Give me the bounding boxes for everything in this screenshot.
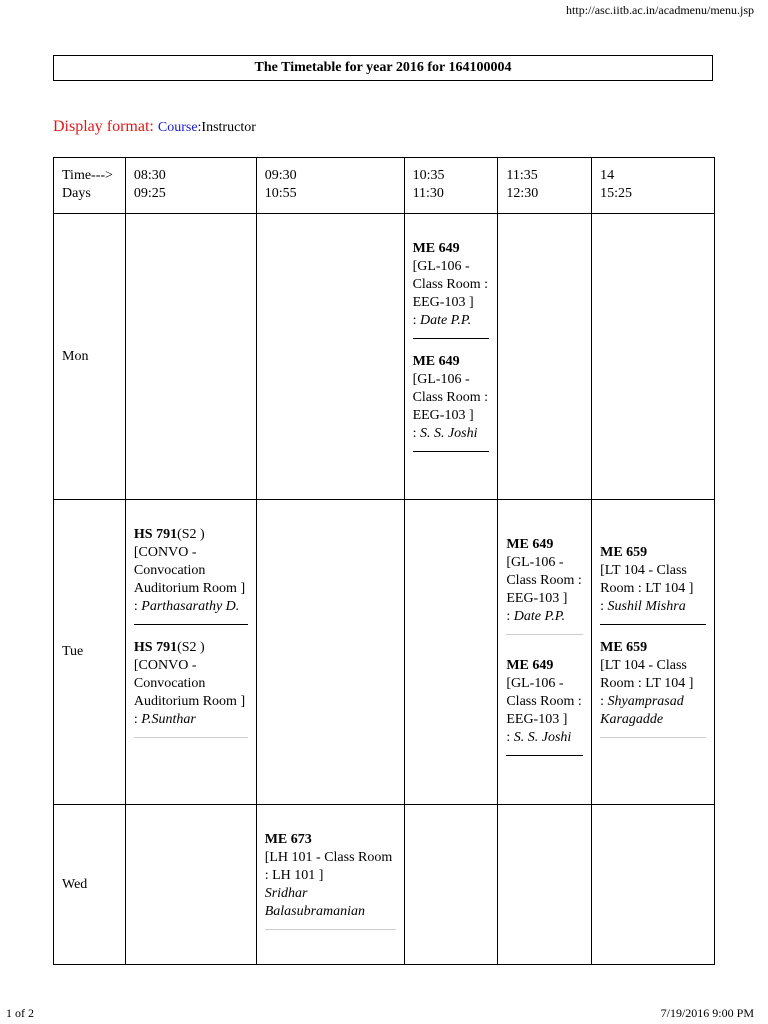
course-entry: ME 659 [LT 104 - Class Room : LT 104 ] : Shyamprasad Karagadde [600, 639, 706, 738]
course-instructor: Date P.P. [513, 609, 565, 624]
course-instructor: S. S. Joshi [419, 426, 478, 441]
course-code: HS 791 [133, 527, 178, 542]
empty-cell [404, 500, 498, 805]
slot-header [592, 158, 715, 214]
course-code: ME 673 [264, 832, 312, 847]
day-row-tue [54, 500, 715, 805]
entry-divider [413, 451, 490, 452]
slot-end: 10:55 [264, 186, 297, 201]
entry-divider [600, 624, 706, 625]
slot-start: 11:35 [506, 168, 538, 183]
course-instructor: S. S. Joshi [513, 730, 572, 745]
empty-cell [125, 214, 256, 500]
course-entry: ME 649 [GL-106 - Class Room : EEG-103 ] : S. S. Joshi [413, 353, 490, 452]
empty-cell [404, 805, 498, 965]
course-room: [CONVO - Convocation Auditorium Room ] [133, 545, 246, 596]
slot-start: 08:30 [133, 168, 166, 183]
empty-cell [592, 214, 715, 500]
empty-cell [125, 805, 256, 965]
course-entry: ME 659 [LT 104 - Class Room : LT 104 ] : Sushil Mishra [600, 544, 706, 625]
course-instructor: Parthasarathy D. [141, 599, 240, 614]
slot-header [404, 158, 498, 214]
page-count: 1 of 2 [6, 1006, 34, 1020]
days-label: Days [62, 186, 91, 201]
course-code: ME 659 [600, 640, 648, 655]
course-room: [GL-106 - Class Room : EEG-103 ] [506, 555, 582, 606]
course-room: [CONVO - Convocation Auditorium Room ] [133, 658, 246, 709]
course-room: [LT 104 - Class Room : LT 104 ] [600, 658, 694, 691]
header-row [54, 158, 715, 214]
slot-start: 10:35 [412, 168, 445, 183]
course-room: [LT 104 - Class Room : LT 104 ] [600, 563, 694, 596]
slot-end: 09:25 [133, 186, 166, 201]
slot-header [498, 158, 592, 214]
course-cell [125, 500, 256, 805]
course-code: ME 659 [600, 545, 648, 560]
slot-header [125, 158, 256, 214]
entry-divider [506, 634, 583, 635]
course-entry: ME 649 [GL-106 - Class Room : EEG-103 ] : Date P.P. [413, 240, 490, 339]
day-label: Tue [54, 500, 126, 805]
entry-divider [265, 929, 396, 930]
slot-end: 12:30 [506, 186, 539, 201]
day-row-mon [54, 214, 715, 500]
slot-start: 09:30 [264, 168, 297, 183]
timetable-title: The Timetable for year 2016 for 164100004 [53, 55, 713, 81]
course-room: [GL-106 - Class Room : EEG-103 ] [506, 676, 582, 727]
slot-start: 14 [600, 168, 615, 183]
time-arrow-label: Time---> [62, 168, 113, 183]
course-entry: HS 791(S2 ) [CONVO - Convocation Auditorium Room ] : P.Sunthar [134, 639, 248, 738]
course-room: [GL-106 - Class Room : EEG-103 ] [412, 372, 489, 423]
slot-end: 15:25 [600, 186, 633, 201]
course-entry: ME 649 [GL-106 - Class Room : EEG-103 ] : Date P.P. [506, 536, 583, 635]
course-code: ME 649 [412, 354, 460, 369]
course-instructor: P.Sunthar [141, 712, 196, 727]
empty-cell [498, 805, 592, 965]
course-cell [404, 214, 498, 500]
course-cell [592, 500, 715, 805]
slot-end: 11:30 [412, 186, 444, 201]
entry-divider [506, 755, 583, 756]
day-label: Wed [54, 805, 126, 965]
course-room: [LH 101 - Class Room : LH 101 ] [264, 850, 393, 883]
entry-divider [413, 338, 490, 339]
course-cell [498, 500, 592, 805]
course-instructor: Date P.P. [419, 313, 472, 328]
print-timestamp: 7/19/2016 9:00 PM [660, 1006, 754, 1020]
empty-cell [256, 500, 404, 805]
corner-cell [54, 158, 126, 214]
course-instructor: Sushil Mishra [607, 599, 686, 614]
day-label: Mon [54, 214, 126, 500]
slot-header [256, 158, 404, 214]
day-row-wed [54, 805, 715, 965]
entry-divider [134, 624, 248, 625]
format-course-label: Course [157, 120, 198, 135]
course-section: (S2 ) [177, 527, 205, 542]
course-instructor: Shyamprasad Karagadde [600, 694, 684, 727]
course-cell [256, 805, 404, 965]
course-room: [GL-106 - Class Room : EEG-103 ] [412, 259, 489, 310]
course-entry: ME 649 [GL-106 - Class Room : EEG-103 ] : S. S. Joshi [506, 657, 583, 756]
page-url: http://asc.iitb.ac.in/acadmenu/menu.jsp [566, 3, 754, 17]
empty-cell [256, 214, 404, 500]
course-code: HS 791 [133, 640, 178, 655]
course-entry: HS 791(S2 ) [CONVO - Convocation Auditorium Room ] : Parthasarathy D. [134, 526, 248, 625]
course-instructor: Sridhar Balasubramanian [264, 886, 366, 919]
empty-cell [592, 805, 715, 965]
course-code: ME 649 [506, 658, 554, 673]
format-instructor-label: :Instructor [197, 120, 256, 135]
empty-cell [498, 214, 592, 500]
course-code: ME 649 [506, 537, 554, 552]
course-entry [265, 831, 396, 930]
display-format-label: Display format: [53, 118, 154, 135]
entry-divider [134, 737, 248, 738]
course-section: (S2 ) [177, 640, 205, 655]
course-code: ME 649 [412, 241, 460, 256]
entry-divider [600, 737, 706, 738]
timetable-grid [53, 157, 715, 965]
display-format [53, 118, 256, 136]
